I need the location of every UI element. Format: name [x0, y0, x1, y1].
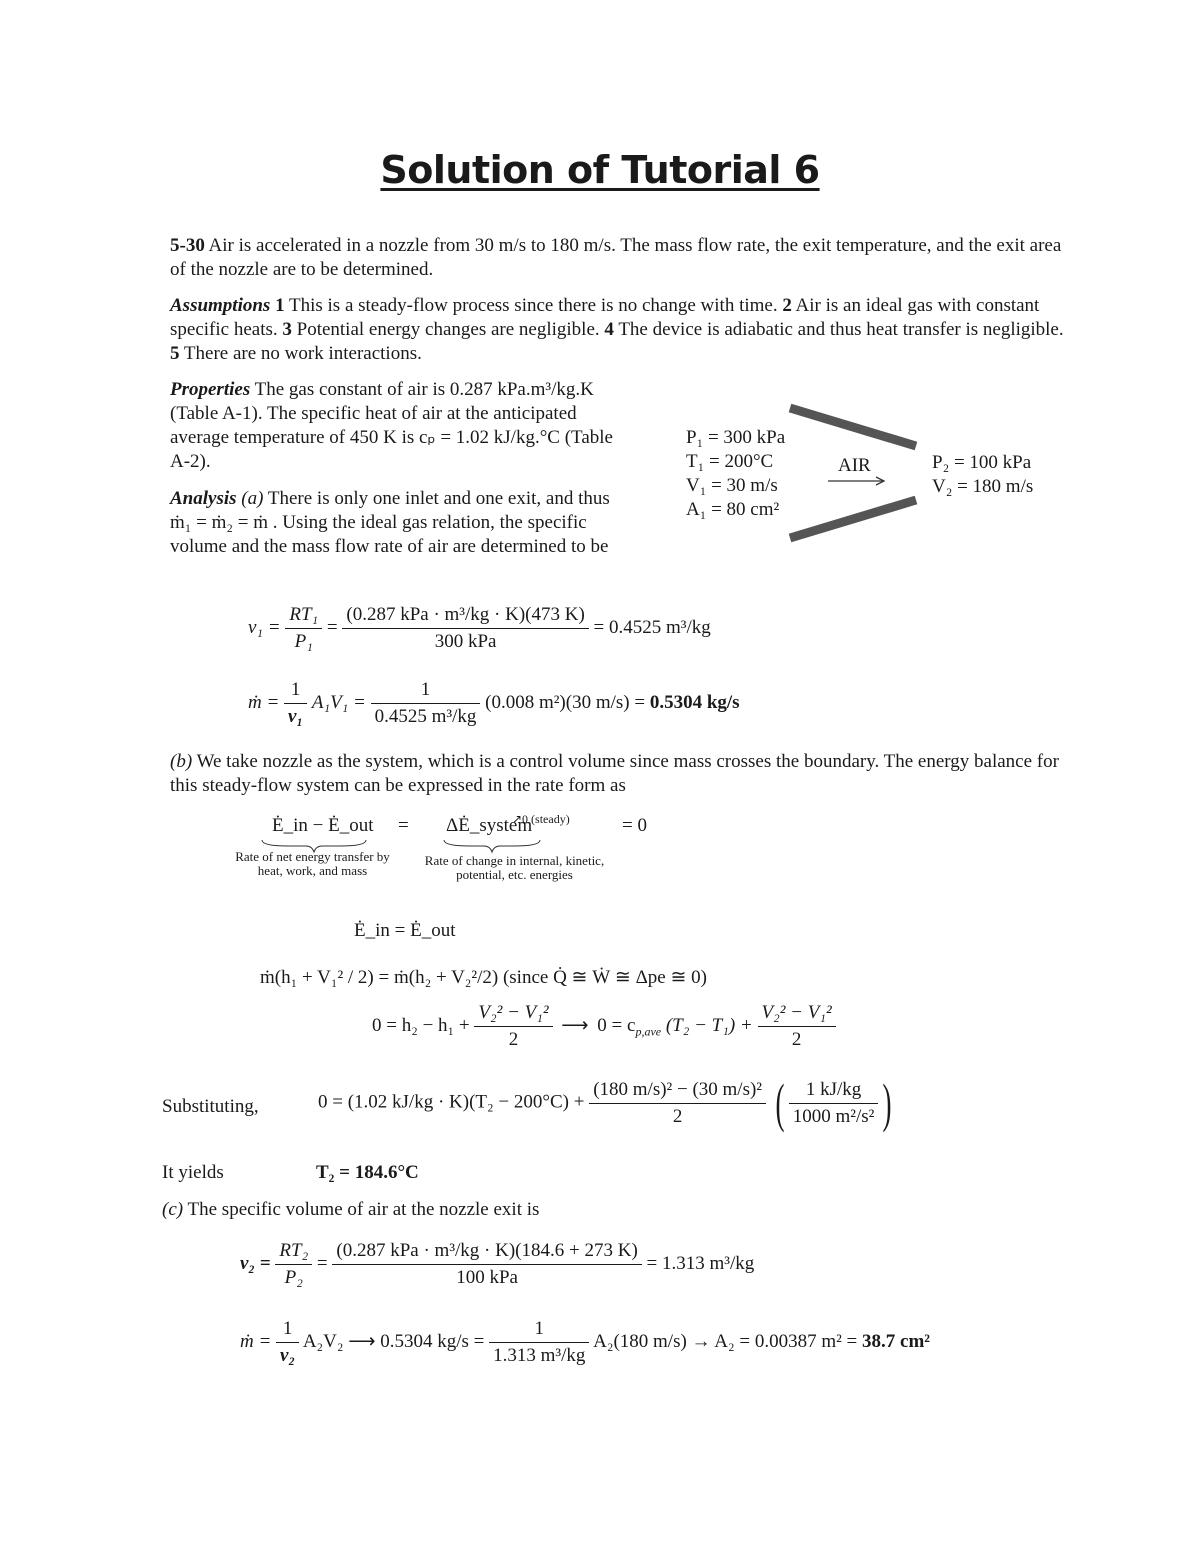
- balance-zero-steady: ↗0 (steady): [512, 812, 570, 826]
- analysis-a-paragraph: Analysis (a) There is only one inlet and one exit, and thus ṁ₁ = ṁ₂ = ṁ . Using the ideal gas relation, the specific volume and the mass flow rate of air are determined to be: [170, 488, 610, 557]
- m-frac-1: [284, 679, 307, 728]
- balance-eq: =: [398, 815, 409, 836]
- balance-right: = 0: [622, 815, 647, 836]
- assumption-text-5: There are no work interactions.: [183, 343, 422, 364]
- v1-result: = 0.4525 m³/kg: [593, 616, 711, 638]
- assumption-text-1: This is a steady-flow process since there is no change with time.: [289, 295, 778, 316]
- zero-eq-frac-2-den: 2: [791, 1029, 802, 1050]
- analysis-a-text: There is only one inlet and one exit, and thus ṁ₁ = ṁ₂ = ṁ . Using the ideal gas relation, the specific volume and the mass flow rate of air are determined to be: [170, 488, 610, 557]
- v1-frac-1: [285, 604, 322, 653]
- zero-eq-left: 0 = h₂ − h₁ +: [372, 1014, 470, 1036]
- balance-mid: ΔĖ_system: [446, 815, 533, 836]
- v2-frac-1-num: RT₂: [275, 1240, 312, 1265]
- v2-lhs: v₂ =: [240, 1252, 271, 1274]
- problem-text: Air is accelerated in a nozzle from 30 m/s to 180 m/s. The mass flow rate, the exit temperature, and the exit area of the nozzle are to be determined.: [170, 235, 1062, 280]
- problem-number: 5-30: [170, 235, 205, 256]
- m2-mid: A₂V₂ ⟶ 0.5304 kg/s =: [302, 1330, 485, 1352]
- equation-zero: [372, 1002, 836, 1051]
- inlet-area: A₁ = 80 cm²: [686, 499, 780, 520]
- m2-frac-2-num: 1: [489, 1318, 589, 1343]
- m2-result: 38.7 cm²: [862, 1330, 930, 1352]
- balance-mid-caption: Rate of change in internal, kinetic, potential, etc. energies: [424, 853, 605, 882]
- assumption-text-3: Potential energy changes are negligible.: [296, 319, 600, 340]
- m2-frac-1: [276, 1318, 299, 1367]
- subst-conv: [789, 1079, 879, 1128]
- m-mid: A₁V₁ =: [311, 691, 366, 713]
- equation-exit-area: [240, 1318, 930, 1367]
- analysis-b-paragraph: (b) We take nozzle as the system, which is a control volume since mass crosses the boundary. The energy balance for this steady-flow system can be expressed in the rate form as: [170, 751, 1059, 796]
- m-result: 0.5304 kg/s: [649, 691, 740, 713]
- m-frac-2-num: 1: [371, 679, 481, 704]
- subst-conv-num: 1 kJ/kg: [789, 1079, 879, 1104]
- substituting-label: Substituting,: [162, 1096, 259, 1117]
- equation-v1: v₁ = $\frac{\text{RT₁}}{\text{P₁}}$ = $\frac{\text{(0.287 kPa · m³/kg · K)(473 K)}}{\text{300 kPa}}$ = 0.4525 m³/kg: [248, 604, 711, 652]
- assumption-num-3: 3: [282, 319, 292, 340]
- v2-frac-1: [275, 1240, 312, 1289]
- v1-frac-1-num: RT₁: [285, 604, 322, 629]
- page-title: Solution of Tutorial 6: [380, 148, 820, 192]
- v1-frac-2-den: 300 kPa: [434, 631, 497, 652]
- properties-text: The gas constant of air is 0.287 kPa.m³/kg.K (Table A-1). The specific heat of air at the anticipated average temperature of 450 K is cₚ = 1.02 kJ/kg.°C (Table A-2).: [170, 379, 613, 472]
- balance-left-caption: Rate of net energy transfer by heat, work, and mass: [235, 849, 390, 878]
- m-frac-2: [371, 679, 481, 728]
- yields-result: T₂ = 184.6°C: [316, 1162, 419, 1183]
- outlet-velocity: V₂ = 180 m/s: [932, 476, 1034, 497]
- outlet-conditions: [932, 451, 1033, 499]
- m-frac-1-num: 1: [284, 679, 307, 704]
- v1-frac-2: [342, 604, 588, 653]
- v1-frac-1-den: P₁: [294, 631, 313, 652]
- subst-left: 0 = (1.02 kJ/kg · K)(T₂ − 200°C) +: [318, 1091, 585, 1113]
- equation-v2: v₂ = $\frac{\text{RT₂}}{\text{P₂}}$ = $\frac{\text{(0.287 kPa · m³/kg · K)(184.6 + 273 K)}}{\text{100 kPa}}$ = 1.313 m³/kg: [240, 1240, 755, 1288]
- analysis-c-text: The specific volume of air at the nozzle exit is: [187, 1199, 540, 1220]
- v2-frac-2-num: (0.287 kPa · m³/kg · K)(184.6 + 273 K): [332, 1240, 641, 1265]
- v1-frac-2-num: (0.287 kPa · m³/kg · K)(473 K): [342, 604, 588, 629]
- assumptions-label: Assumptions: [170, 295, 271, 316]
- properties-label: Properties: [170, 379, 251, 400]
- equation-mass-flow: [248, 679, 740, 728]
- v2-result: = 1.313 m³/kg: [646, 1252, 755, 1274]
- subst-frac-num: (180 m/s)² − (30 m/s)²: [589, 1079, 766, 1104]
- balance-left: Ė_in − Ė_out: [272, 815, 374, 836]
- m2-lhs: ṁ =: [240, 1330, 272, 1352]
- m2-tail: A₂(180 m/s) → A₂ = 0.00387 m² =: [593, 1330, 858, 1352]
- subst-frac-den: 2: [672, 1105, 683, 1127]
- equation-substitution: 0 = (1.02 kJ/kg · K)(T₂ − 200°C) + $\frac{\text{(180 m/s)² − (30 m/s)²}}{2}$ ( $\frac{1 kJ/kg}{\text{1000 m²/s²}}$ ): [318, 1073, 892, 1133]
- zero-eq-frac-den: 2: [508, 1029, 519, 1050]
- inlet-velocity: V₁ = 30 m/s: [686, 475, 778, 496]
- analysis-b-text: We take nozzle as the system, which is a control volume since mass crosses the boundary. The energy balance for this steady-flow system can be expressed in the rate form as: [170, 751, 1059, 796]
- outlet-pressure: P₂ = 100 kPa: [932, 452, 1032, 473]
- zero-eq-sub: p,ave: [635, 1024, 662, 1039]
- problem-statement: [170, 234, 1070, 282]
- m-lhs: ṁ =: [248, 691, 280, 713]
- inlet-conditions: [686, 426, 785, 522]
- zero-eq-frac-2: [758, 1002, 836, 1051]
- m-tail: (0.008 m²)(30 m/s) =: [485, 691, 646, 713]
- equation-ein-eout: Ė_in = Ė_out: [354, 920, 456, 941]
- v2-frac-2-den: 100 kPa: [456, 1267, 518, 1288]
- subst-conv-den: 1000 m²/s²: [792, 1105, 875, 1127]
- assumption-text-4: The device is adiabatic and thus heat transfer is negligible.: [618, 319, 1064, 340]
- m2-frac-1-num: 1: [276, 1318, 299, 1343]
- m2-frac-2: [489, 1318, 589, 1367]
- assumption-num-5: 5: [170, 343, 180, 364]
- flow-arrow-icon: [828, 474, 888, 488]
- subst-frac: [589, 1079, 766, 1128]
- analysis-c-paragraph: (c) The specific volume of air at the nozzle exit is: [162, 1199, 540, 1220]
- properties-paragraph: [170, 378, 620, 474]
- analysis-label: Analysis: [170, 488, 237, 509]
- v2-frac-2: [332, 1240, 641, 1289]
- assumptions-paragraph: [170, 294, 1070, 366]
- m2-frac-2-den: 1.313 m³/kg: [493, 1345, 586, 1366]
- inlet-pressure: P₁ = 300 kPa: [686, 427, 786, 448]
- equation-energy: ṁ(h₁ + V₁² / 2) = ṁ(h₂ + V₂²/2) (since Q̇ ≅ Ẇ ≅ Δpe ≅ 0): [260, 967, 707, 988]
- zero-eq-right2: (T₂ − T₁) +: [665, 1014, 753, 1036]
- m-frac-1-den: v₁: [288, 706, 304, 727]
- assumption-num-2: 2: [782, 295, 792, 316]
- fluid-label: AIR: [838, 455, 871, 476]
- m2-frac-1-den: v₂: [280, 1345, 296, 1366]
- zero-eq-frac-2-num: V₂² − V₁²: [758, 1002, 836, 1027]
- v2-frac-1-den: P₂: [284, 1267, 303, 1288]
- zero-eq-arrow: ⟶: [561, 1014, 589, 1036]
- m-frac-2-den: 0.4525 m³/kg: [374, 706, 477, 727]
- assumption-num-4: 4: [604, 319, 614, 340]
- zero-eq-frac: [474, 1002, 552, 1051]
- v1-lhs: v₁ =: [248, 616, 281, 638]
- zero-eq-frac-num: V₂² − V₁²: [474, 1002, 552, 1027]
- yields-label: It yields: [162, 1162, 224, 1183]
- inlet-temperature: T₁ = 200°C: [686, 451, 774, 472]
- zero-eq-right: 0 = c: [597, 1014, 636, 1036]
- assumption-text-2: Air is an ideal gas with constant specific heats.: [170, 295, 1040, 340]
- assumption-num-1: 1: [275, 295, 285, 316]
